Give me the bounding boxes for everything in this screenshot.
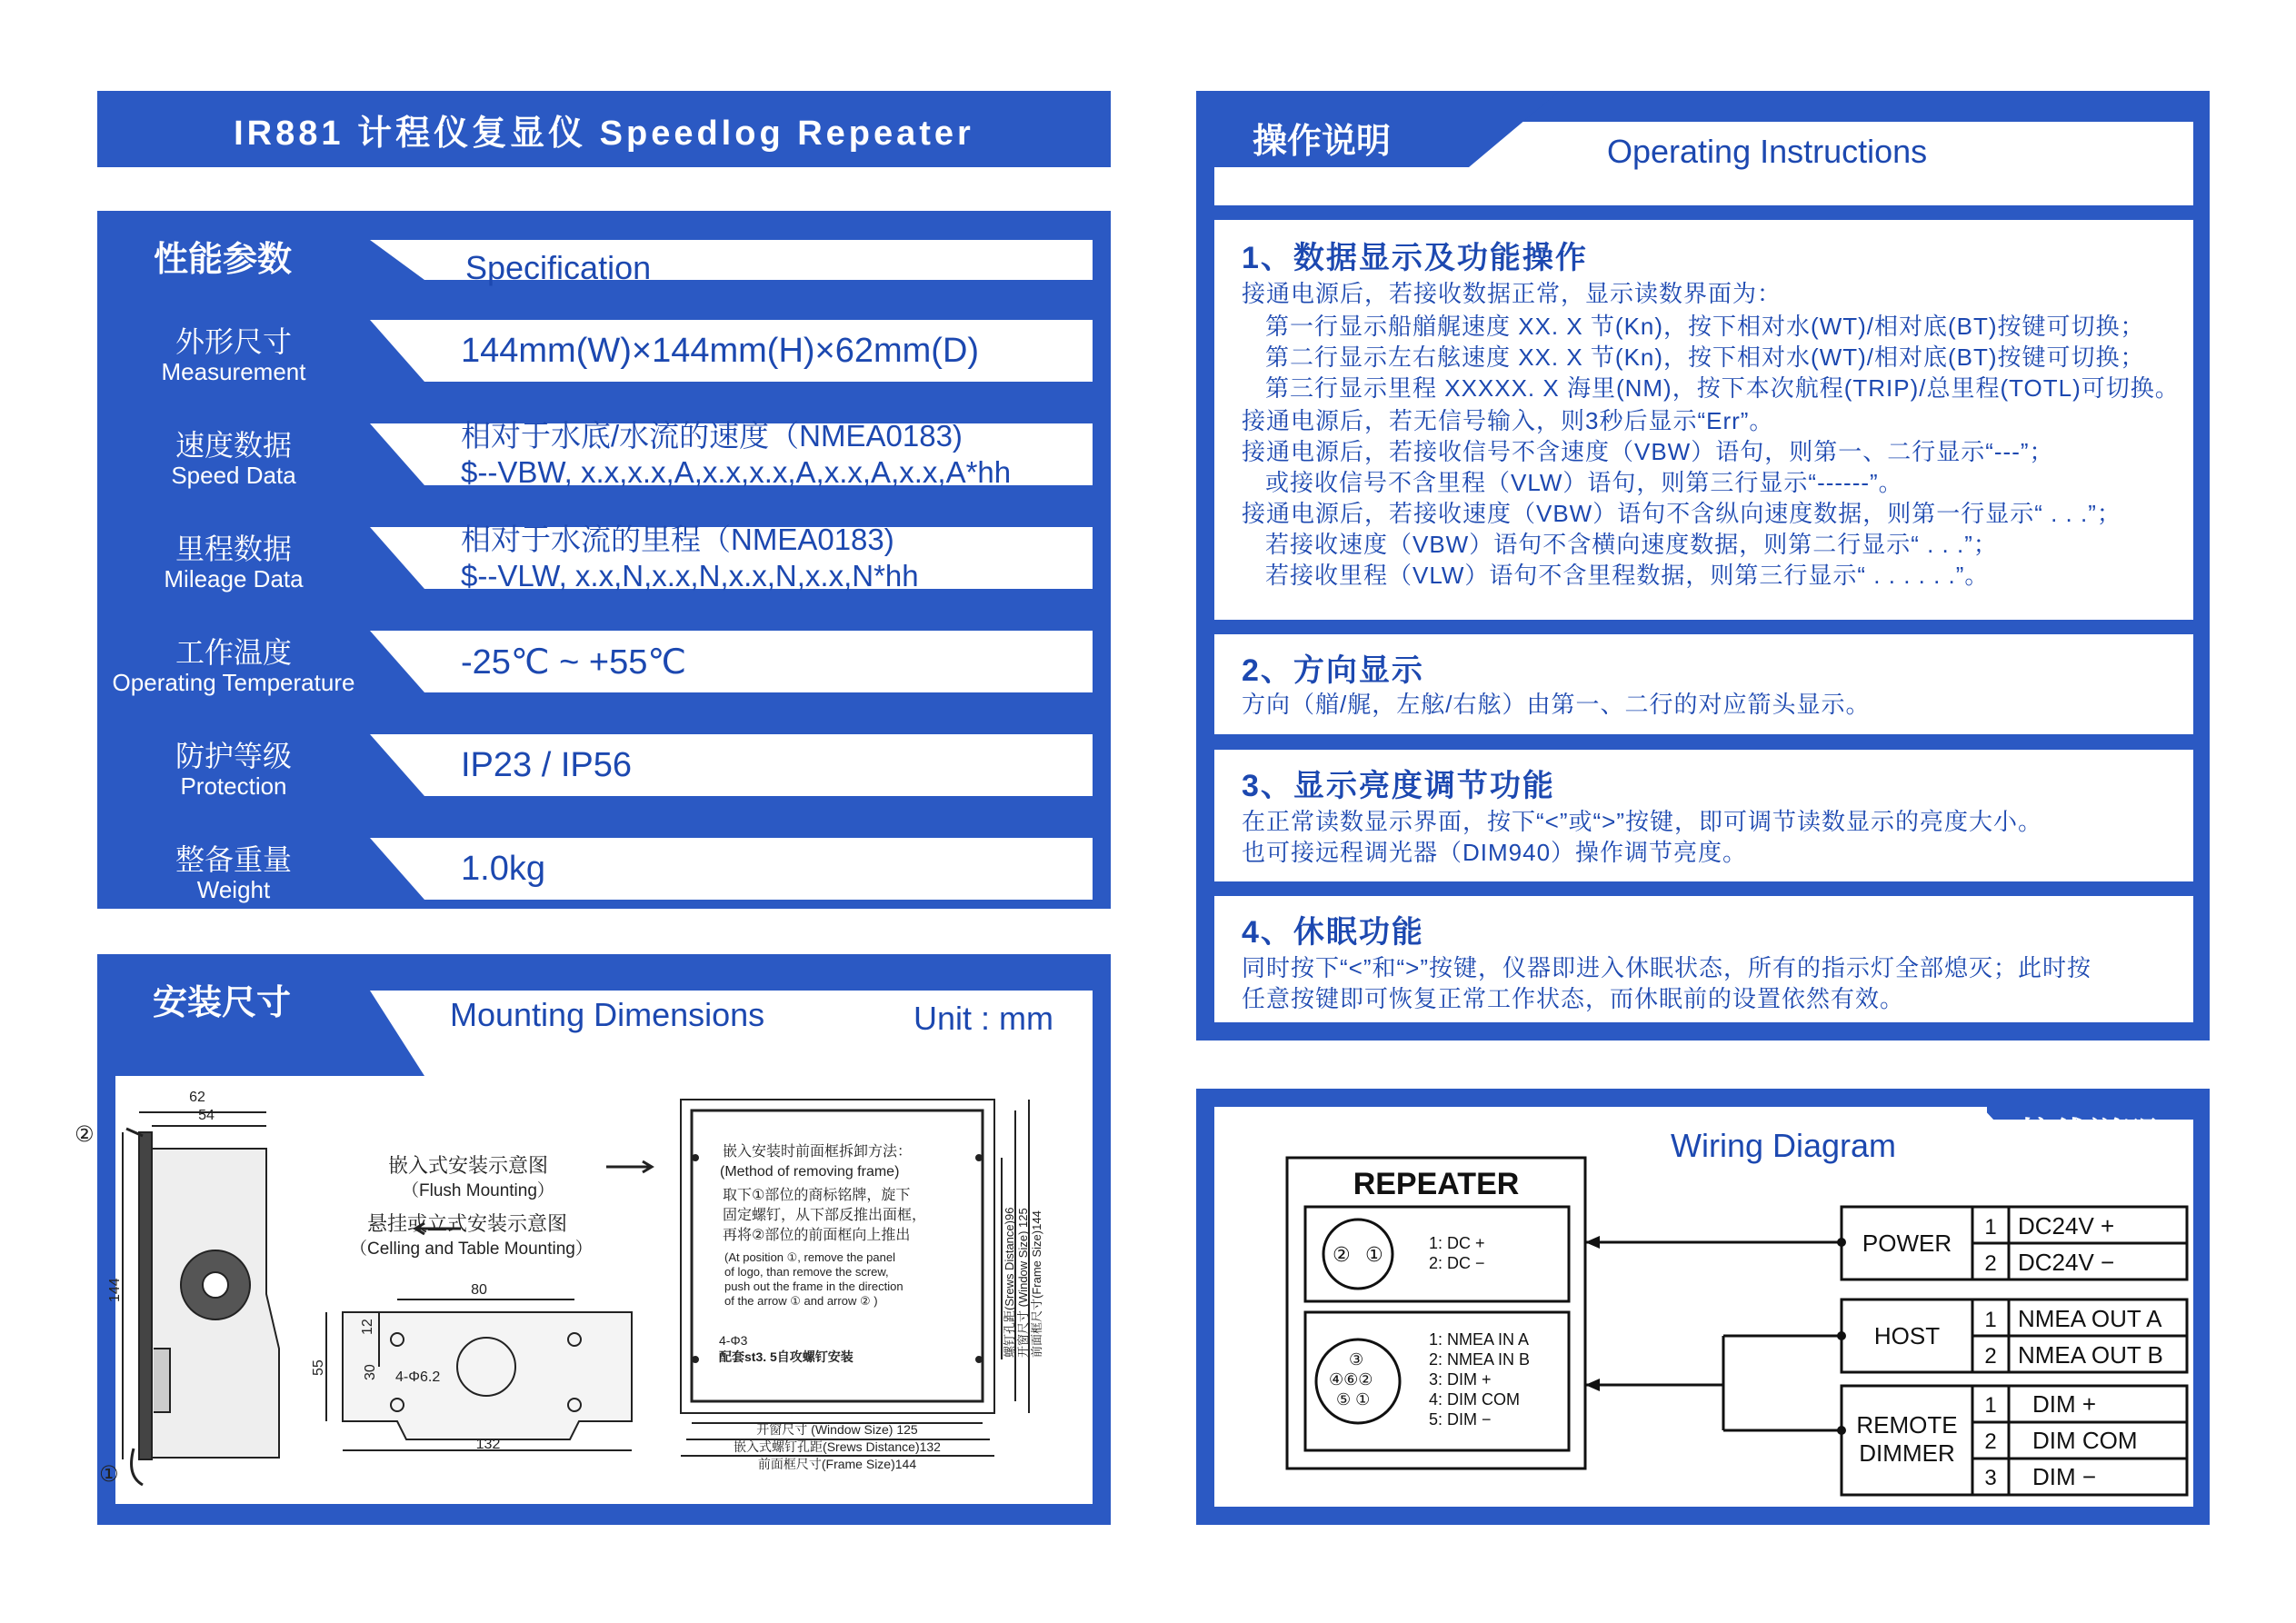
remote-pin1-text: DIM + [2032,1390,2097,1418]
spec-label-cn: 整备重量 [175,843,292,876]
conn2-pin1: 1: NMEA IN A [1429,1330,1530,1349]
op1-line-5: 接通电源后，若无信号输入，则3秒后显示“Err”。 [1242,407,1774,434]
front-note-8: push out the frame in the direction [724,1279,903,1293]
remote-label-2: DIMMER [1859,1439,1955,1467]
flush-label-en: （Flush Mounting） [402,1181,554,1200]
op3-line-1: 在正常读数显示界面，按下“<”或“>”按键，即可调节读数显示的亮度大小。 [1242,808,2043,835]
conn2-pin3: 3: DIM + [1429,1370,1492,1389]
page-title: IR881 计程仪复显仪 Speedlog Repeater [97,91,1111,167]
dim-144: 144 [107,1278,123,1302]
spec-value-line-2: $--VBW, x.x,x.x,A,x.x,x.x,A,x.x,A,x.x,A*hh [461,455,1012,489]
power-label: POWER [1862,1230,1952,1257]
wiring-heading-en: Wiring Diagram [1671,1127,1897,1164]
svg-text:②: ② [75,1122,95,1147]
op4-line-1: 同时按下“<”和“>”按键，仪器即进入休眠状态，所有的指示灯全部熄灭；此时按 [1242,954,2092,981]
op1-line-4: 第三行显示里程 XXXXX. X 海里(NM)，按下本次航程(TRIP)/总里程(TOTL)可切换。 [1265,374,2180,402]
op1-line-1: 接通电源后，若接收数据正常，显示读数界面为： [1242,280,1782,307]
vdim-window: 开窗尺寸 (Window Size) 125 [1016,1208,1030,1358]
spec-label [97,740,370,800]
spec-value-line-1: 1.0kg [461,849,545,888]
dim-12: 12 [360,1319,375,1335]
op-panel-sleep [1214,896,2193,1022]
conn1-pin2: 2: DC − [1429,1254,1485,1272]
front-note-9: of the arrow ① and arrow ② ) [724,1294,878,1308]
spec-row [97,831,1111,907]
vdim-frame: 前面框尺寸(Frame Size)144 [1030,1210,1043,1358]
spec-label-en: Operating Temperature [112,669,355,696]
spec-value [461,520,919,596]
window-size-dim: 开窗尺寸 (Window Size) 125 [756,1422,918,1437]
screw-label: 4-Φ3 [719,1333,748,1348]
op2-line-1: 方向（艏/艉，左舷/右舷）由第一、二行的对应箭头显示。 [1242,691,1871,718]
power-pin2-num: 2 [1984,1251,1997,1276]
conn2-pin2: 2: NMEA IN B [1429,1350,1531,1369]
spec-row [97,623,1111,700]
mount-heading-en: Mounting Dimensions [450,996,765,1033]
spec-label-cn: 速度数据 [175,429,292,462]
spec-value-line-1: IP23 / IP56 [461,745,633,784]
mount-heading: 安装尺寸 [153,984,292,1022]
spec-row [97,313,1111,389]
spec-value-line-1: 相对于水底/水流的速度（NMEA0183) [461,419,963,453]
operating-heading-en: Operating Instructions [1607,133,1928,170]
op1-line-8: 接通电源后，若接收速度（VBW）语句不含纵向速度数据，则第一行显示“ . . .”； [1242,500,2121,527]
conn2-pin5: 5: DIM − [1429,1410,1492,1429]
op-heading-2: 2、方向显示 [1242,653,1424,688]
side-view-drawing [123,1112,279,1485]
op-panel-data-display [1214,220,2193,620]
mounting-drawings [75,1076,1093,1504]
spec-label-cn: 里程数据 [175,533,292,565]
spec-label [97,636,370,696]
dim-54: 54 [198,1108,215,1123]
svg-text:③: ③ [1349,1350,1364,1369]
spec-value [461,831,545,907]
spec-value-line-1: 相对于水流的里程（NMEA0183) [461,523,894,556]
spec-value-line-1: 144mm(W)×144mm(H)×62mm(D) [461,331,980,370]
spec-label [97,843,370,903]
op-heading-1: 1、数据显示及功能操作 [1242,241,1588,275]
remote-pin2-num: 2 [1984,1429,1997,1454]
op1-line-2: 第一行显示船艏艉速度 XX. X 节(Kn)，按下相对水(WT)/相对底(BT)按键可切换； [1265,313,2145,340]
spec-heading-en: Specification [465,249,652,286]
power-pin1-num: 1 [1984,1215,1997,1240]
front-note-6: (At position ①, remove the panel [724,1250,895,1264]
svg-text:⑤ ①: ⑤ ① [1336,1390,1371,1409]
flush-label-cn: 嵌入式安装示意图 [388,1154,549,1177]
spec-label [97,325,370,385]
op1-line-10: 若接收里程（VLW）语句不含里程数据，则第三行显示“ . . . . . .”。 [1265,562,1990,589]
op-heading-4: 4、休眠功能 [1242,915,1424,950]
spec-label-en: Measurement [161,358,306,385]
spec-value [461,623,686,700]
hole-label: 4-Φ6.2 [395,1369,441,1385]
wiring-diagram [1214,1120,2193,1507]
host-pin2-num: 2 [1984,1344,1997,1369]
op1-line-6: 接通电源后，若接收信号不含速度（VBW）语句，则第一、二行显示“---”； [1242,438,2054,465]
op4-line-2: 任意按键即可恢复正常工作状态，而休眠前的设置依然有效。 [1242,985,1905,1012]
host-pin2-text: NMEA OUT B [2018,1341,2163,1369]
spec-value-line-1: -25℃ ~ +55℃ [461,642,687,682]
spec-label-en: Mileage Data [164,565,304,592]
spec-label-en: Weight [196,876,271,903]
spec-label [97,533,370,592]
spec-row [97,520,1111,596]
spec-label-cn: 外形尺寸 [175,325,292,358]
ceiling-label-en: （Celling and Table Mounting） [350,1240,593,1259]
svg-text:①: ① [1365,1243,1383,1266]
spec-value [461,416,1011,493]
power-pin1-text: DC24V + [2018,1212,2115,1240]
dim-30: 30 [363,1364,378,1380]
op1-line-7: 或接收信号不含里程（VLW）语句，则第三行显示“------”。 [1265,469,1903,496]
svg-text:④⑥②: ④⑥② [1329,1370,1373,1389]
host-label: HOST [1873,1322,1941,1349]
svg-text:②: ② [1333,1243,1351,1266]
conn1-pin1: 1: DC + [1429,1234,1485,1252]
front-note-3: 取下①部位的商标铭牌，旋下 [723,1188,911,1203]
front-note-2: (Method of removing frame) [720,1164,900,1180]
spec-value [461,313,979,389]
op1-line-3: 第二行显示左右舷速度 XX. X 节(Kn)，按下相对水(WT)/相对底(BT)按键可切换； [1265,344,2145,371]
vdim-screws: 螺钉孔距(Srews Distance)96 [1003,1207,1016,1358]
host-pin1-num: 1 [1984,1308,1997,1332]
dim-62: 62 [189,1090,205,1105]
op-panel-direction [1214,634,2193,734]
spec-label-en: Protection [180,772,287,800]
front-note-5: 再将②部位的前面框向上推出 [723,1228,911,1243]
screw-distance-dim: 嵌入式螺钉孔距(Srews Distance)132 [734,1439,941,1454]
svg-text:①: ① [99,1462,119,1487]
spec-value [461,727,632,803]
dim-132: 132 [475,1437,501,1452]
spec-row [97,727,1111,803]
spec-header [97,211,1111,287]
wiring-heading: 接线说明 [2020,1117,2159,1155]
spec-label-cn: 工作温度 [175,636,292,669]
conn2-pin4: 4: DIM COM [1429,1390,1521,1409]
op-heading-3: 3、显示亮度调节功能 [1242,769,1555,803]
ceiling-label-cn: 悬挂或立式安装示意图 [367,1212,568,1235]
op-panel-brightness [1214,750,2193,881]
spec-label-en: Speed Data [171,462,296,489]
screw-note: 配套st3. 5自攻螺钉安装 [719,1349,854,1364]
frame-size-dim: 前面框尺寸(Frame Size)144 [757,1457,917,1471]
op3-line-2: 也可接远程调光器（DIM940）操作调节亮度。 [1242,839,1748,866]
repeater-label: REPEATER [1353,1167,1520,1201]
front-note-4: 固定螺钉，从下部反推出面框， [723,1208,927,1223]
spec-label-cn: 防护等级 [175,740,292,772]
remote-pin1-num: 1 [1984,1393,1997,1418]
power-pin2-text: DC24V − [2018,1249,2115,1276]
dim-80: 80 [471,1282,487,1298]
remote-pin3-num: 3 [1984,1466,1997,1490]
spec-heading: 性能参数 [154,241,293,279]
spec-row [97,416,1111,493]
remote-label-1: REMOTE [1856,1411,1958,1439]
spec-value-line-2: $--VLW, x.x,N,x.x,N,x.x,N,x.x,N*hh [461,559,919,592]
front-note-7: of logo, than remove the screw, [724,1265,889,1279]
operating-heading: 操作说明 [1253,123,1392,161]
host-pin1-text: NMEA OUT A [2018,1305,2162,1332]
dim-55: 55 [311,1359,326,1376]
unit-label: Unit : mm [913,1000,1054,1037]
remote-pin3-text: DIM − [2032,1463,2097,1490]
op1-line-9: 若接收速度（VBW）语句不含横向速度数据，则第二行显示“ . . .”； [1265,531,1998,558]
front-note-1: 嵌入安装时前面框拆卸方法： [723,1144,913,1160]
remote-pin2-text: DIM COM [2032,1427,2138,1454]
spec-label [97,429,370,489]
